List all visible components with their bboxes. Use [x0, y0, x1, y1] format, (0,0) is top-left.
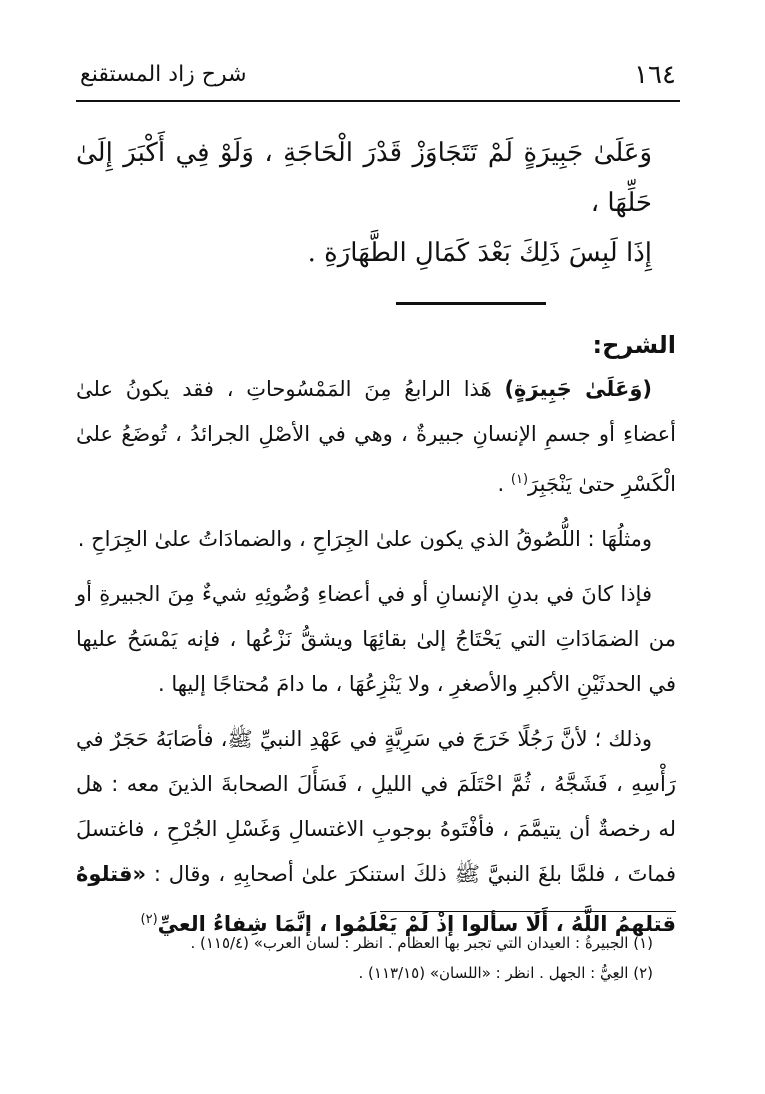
hadith-quote: «قتلوهُ قتلهمُ اللَّهُ ، أَلَا سألوا إذْ لَمْ يَعْلَمُوا ، إنَّمَا شِفاءُ العيِّ	[76, 862, 676, 936]
paragraph-text: وذلك ؛ لأنَّ رَجُلًا خَرَجَ في سَرِيَّةٍ في عَهْدِ النبيِّ ﷺ، فأصَابَهُ حَجَرٌ في رَأْسِهِ ، فَشَجَّهُ ، ثُمَّ احْتَلَمَ في الليلِ ، فَسَأَلَ الصحابةَ الذينَ معه : هل له رخصةٌ أن يتيمَّمَ ، فأفْتَوهُ بوجوبِ الاغتسالِ وَغَسْلِ الجُرْحِ ، فاغتسلَ فماتَ ، فلمَّا بلغَ النبيَّ ﷺ ذلكَ استنكرَ علىٰ أصحابِهِ ، وقال :	[76, 727, 676, 886]
paragraph-text: هَذا الرابعُ مِنَ المَمْسُوحاتِ ، فقد يكونُ علىٰ أعضاءِ أو جسمِ الإنسانِ جبيرةٌ ، وهي في الأصْلِ الجرائدُ ، تُوضَعُ علىٰ الْكَسْرِ حتىٰ يَنْجَبِرَ	[76, 377, 676, 496]
paragraph: ومثلُهَا : اللُّصُوقُ الذي يكون علىٰ الجِرَاحِ ، والضمادَاتُ علىٰ الجِرَاحِ .	[77, 527, 652, 551]
paragraph-end: .	[497, 472, 511, 496]
page-number: ١٦٤	[634, 60, 676, 90]
paragraph	[76, 367, 676, 507]
footnote: (١) الجبيرةُ : العيدان التي تجبر بها العظام . انظر : لسان العرب» (١١٥/٤) .	[190, 934, 653, 952]
matn-separator-wrap	[76, 278, 676, 323]
matn-line: وَعَلَىٰ جَبِيرَةٍ لَمْ تَتَجَاوَزْ قَدْرَ الْحَاجَةِ ، وَلَوْ فِي أَكْبَرَ إِلَىٰ حَلِّهَا ،	[76, 138, 652, 218]
matn-line: إِذَا لَبِسَ ذَلِكَ بَعْدَ كَمَالِ الطَّهَارَةِ .	[307, 238, 652, 268]
running-title: شرح زاد المستقنع	[80, 62, 247, 87]
footnote-ref: (١)	[510, 472, 529, 487]
quoted-matn: (وَعَلَىٰ جَبِيرَةٍ)	[504, 377, 652, 401]
footnote-divider	[380, 911, 676, 912]
paragraph: فإذا كانَ في بدنِ الإنسانِ أو في أعضاءِ وُضُوئِهِ شيءٌ مِنَ الجبيرةِ أو من الضمَادَاتِ التي يَحْتَاجُ إلىٰ بقائِهَا ويشقُّ نَزْعُها ، فإنه يَمْسَحُ عليها في الحدثَيْنِ الأكبرِ والأصغرِ ، ولا يَنْزِعُهَا ، ما دامَ مُحتاجًا إليها .	[76, 582, 676, 696]
page-body	[76, 120, 676, 957]
paragraph	[76, 717, 676, 947]
page-header	[76, 58, 680, 94]
header-divider	[76, 100, 680, 102]
footnote: (٢) العِيُّ : الجهل . انظر : «اللسان» (١١٣/١٥) .	[358, 964, 653, 982]
footnotes	[76, 928, 671, 988]
footnote-ref: (٢)	[140, 912, 158, 927]
matn-text	[76, 128, 652, 278]
sharh-heading: الشرح:	[592, 331, 676, 359]
matn-separator	[396, 302, 546, 305]
